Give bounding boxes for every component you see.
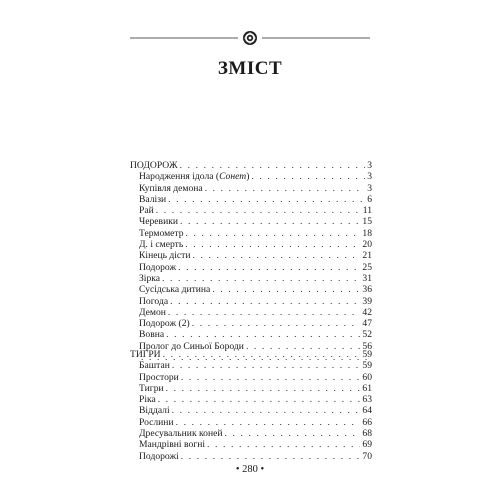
leader-dots [163, 349, 361, 360]
leader-dots [180, 160, 366, 171]
toc-label: Сусідська дитина [139, 284, 211, 296]
toc-page-number: 59 [362, 349, 372, 360]
toc-label: Вовна [139, 329, 165, 341]
toc-section-heading[interactable] [130, 160, 372, 171]
header-ornament [130, 30, 370, 46]
leader-dots [170, 296, 360, 307]
toc-page-number: 63 [362, 394, 372, 406]
toc-label: Подорожі [139, 450, 179, 462]
leader-dots [178, 262, 360, 273]
toc-label: Пролог до Синьої Бороди [139, 340, 244, 352]
toc-entry[interactable] [130, 205, 372, 216]
leader-dots [172, 405, 361, 416]
toc-entry[interactable] [130, 394, 372, 405]
toc-entry[interactable] [130, 239, 372, 250]
toc-page-number: 15 [362, 216, 372, 228]
toc-entry[interactable] [130, 284, 372, 295]
toc-entry[interactable] [130, 405, 372, 416]
leader-dots [168, 307, 360, 318]
toc-label: Мандрівні вогні [139, 439, 205, 451]
toc-page-number: 3 [367, 160, 372, 171]
leader-dots [168, 194, 365, 205]
leader-dots [193, 250, 361, 261]
toc-section-podorozh [130, 160, 372, 363]
toc-label: Термометр [139, 227, 184, 239]
leader-dots [162, 273, 360, 284]
toc-page-number: 20 [362, 239, 372, 251]
toc-page-number: 11 [362, 205, 372, 217]
toc-page-number: 36 [362, 284, 372, 296]
toc-entry[interactable] [130, 183, 372, 194]
leader-dots [185, 239, 360, 250]
toc-page-number: 59 [362, 360, 372, 372]
page-title: ЗМІСТ [217, 58, 283, 79]
leader-dots [156, 205, 361, 216]
toc-label: Баштан [139, 360, 170, 372]
toc-label: ТИГРИ [130, 349, 161, 360]
leader-dots [181, 451, 361, 462]
toc-entry[interactable] [130, 228, 372, 239]
toc-label: Кінець дісти [139, 250, 191, 262]
toc-page-number: 42 [362, 306, 372, 318]
toc-entry[interactable] [130, 439, 372, 450]
toc-entry[interactable] [130, 171, 372, 182]
toc-label-italic: Сонет [219, 171, 247, 183]
toc-entry[interactable] [130, 417, 372, 428]
toc-entry[interactable] [130, 262, 372, 273]
toc-page-number: 31 [362, 272, 372, 284]
toc-label: Д. і смерть [139, 239, 184, 251]
toc-page-number: 21 [362, 250, 372, 262]
toc-entry[interactable] [130, 329, 372, 340]
toc-label: Зірка [139, 272, 161, 284]
page-number-folio: • 280 • [235, 464, 265, 475]
leader-dots [212, 284, 360, 295]
toc-entry[interactable] [130, 372, 372, 383]
toc-page-number: 18 [362, 227, 372, 239]
toc-page-number: 70 [362, 450, 372, 462]
leader-dots [166, 383, 361, 394]
toc-page-number: 3 [367, 171, 372, 183]
leader-dots [207, 439, 360, 450]
toc-label: Тигри [139, 382, 164, 394]
leader-dots [172, 360, 361, 371]
toc-label: Демон [139, 306, 166, 318]
toc-page-number: 52 [362, 329, 372, 341]
toc-label: Купівля демона [139, 182, 203, 194]
leader-dots [181, 372, 361, 383]
toc-entry[interactable] [130, 307, 372, 318]
leader-dots [180, 216, 360, 227]
leader-dots [176, 417, 361, 428]
toc-page-number: 47 [362, 318, 372, 330]
toc-label: Подорож (2) [139, 318, 190, 330]
toc-page-number: 66 [362, 416, 372, 428]
toc-section-heading[interactable] [130, 349, 372, 360]
toc-label-part: ) [246, 171, 250, 183]
toc-label: Віддалі [139, 405, 170, 417]
toc-entry[interactable] [130, 428, 372, 439]
toc-entry[interactable] [130, 383, 372, 394]
toc-label: Подорож [139, 261, 177, 273]
leader-dots [205, 183, 366, 194]
toc-entry[interactable] [130, 273, 372, 284]
toc-label: Валізи [139, 193, 167, 205]
leader-dots [186, 228, 361, 239]
toc-entry[interactable] [130, 318, 372, 329]
toc-section-tyhry [130, 349, 372, 462]
toc-page-number: 64 [362, 405, 372, 417]
leader-dots [251, 171, 365, 182]
toc-page-number: 60 [362, 371, 372, 383]
toc-label-part: Народження ідола ( [139, 171, 220, 183]
toc-page-number: 69 [362, 439, 372, 451]
rosette-icon [243, 31, 257, 45]
toc-entry[interactable] [130, 360, 372, 371]
toc-label: Простори [139, 371, 179, 383]
toc-entry[interactable] [130, 194, 372, 205]
toc-entry[interactable] [130, 296, 372, 307]
toc-page-number: 61 [362, 382, 372, 394]
toc-label: Погода [139, 295, 169, 307]
toc-label [139, 171, 249, 182]
leader-dots [158, 394, 361, 405]
leader-dots [166, 329, 360, 340]
toc-entry[interactable] [130, 250, 372, 261]
toc-label: Ріка [139, 394, 156, 406]
toc-label: Рай [139, 205, 154, 217]
toc-label: Рослини [139, 416, 174, 428]
toc-label: Черевики [139, 216, 179, 228]
toc-page-number: 39 [362, 295, 372, 307]
toc-label: ПОДОРОЖ [130, 160, 178, 171]
toc-page-number: 3 [367, 182, 372, 194]
toc-entry[interactable] [130, 451, 372, 462]
toc-entry[interactable] [130, 216, 372, 227]
toc-page-number: 56 [362, 340, 372, 352]
toc-page-number: 25 [362, 261, 372, 273]
toc-label: Дресувальник коней [139, 428, 223, 440]
leader-dots [225, 428, 361, 439]
leader-dots [192, 318, 361, 329]
toc-page-number: 6 [367, 193, 372, 205]
toc-page-number: 68 [362, 428, 372, 440]
